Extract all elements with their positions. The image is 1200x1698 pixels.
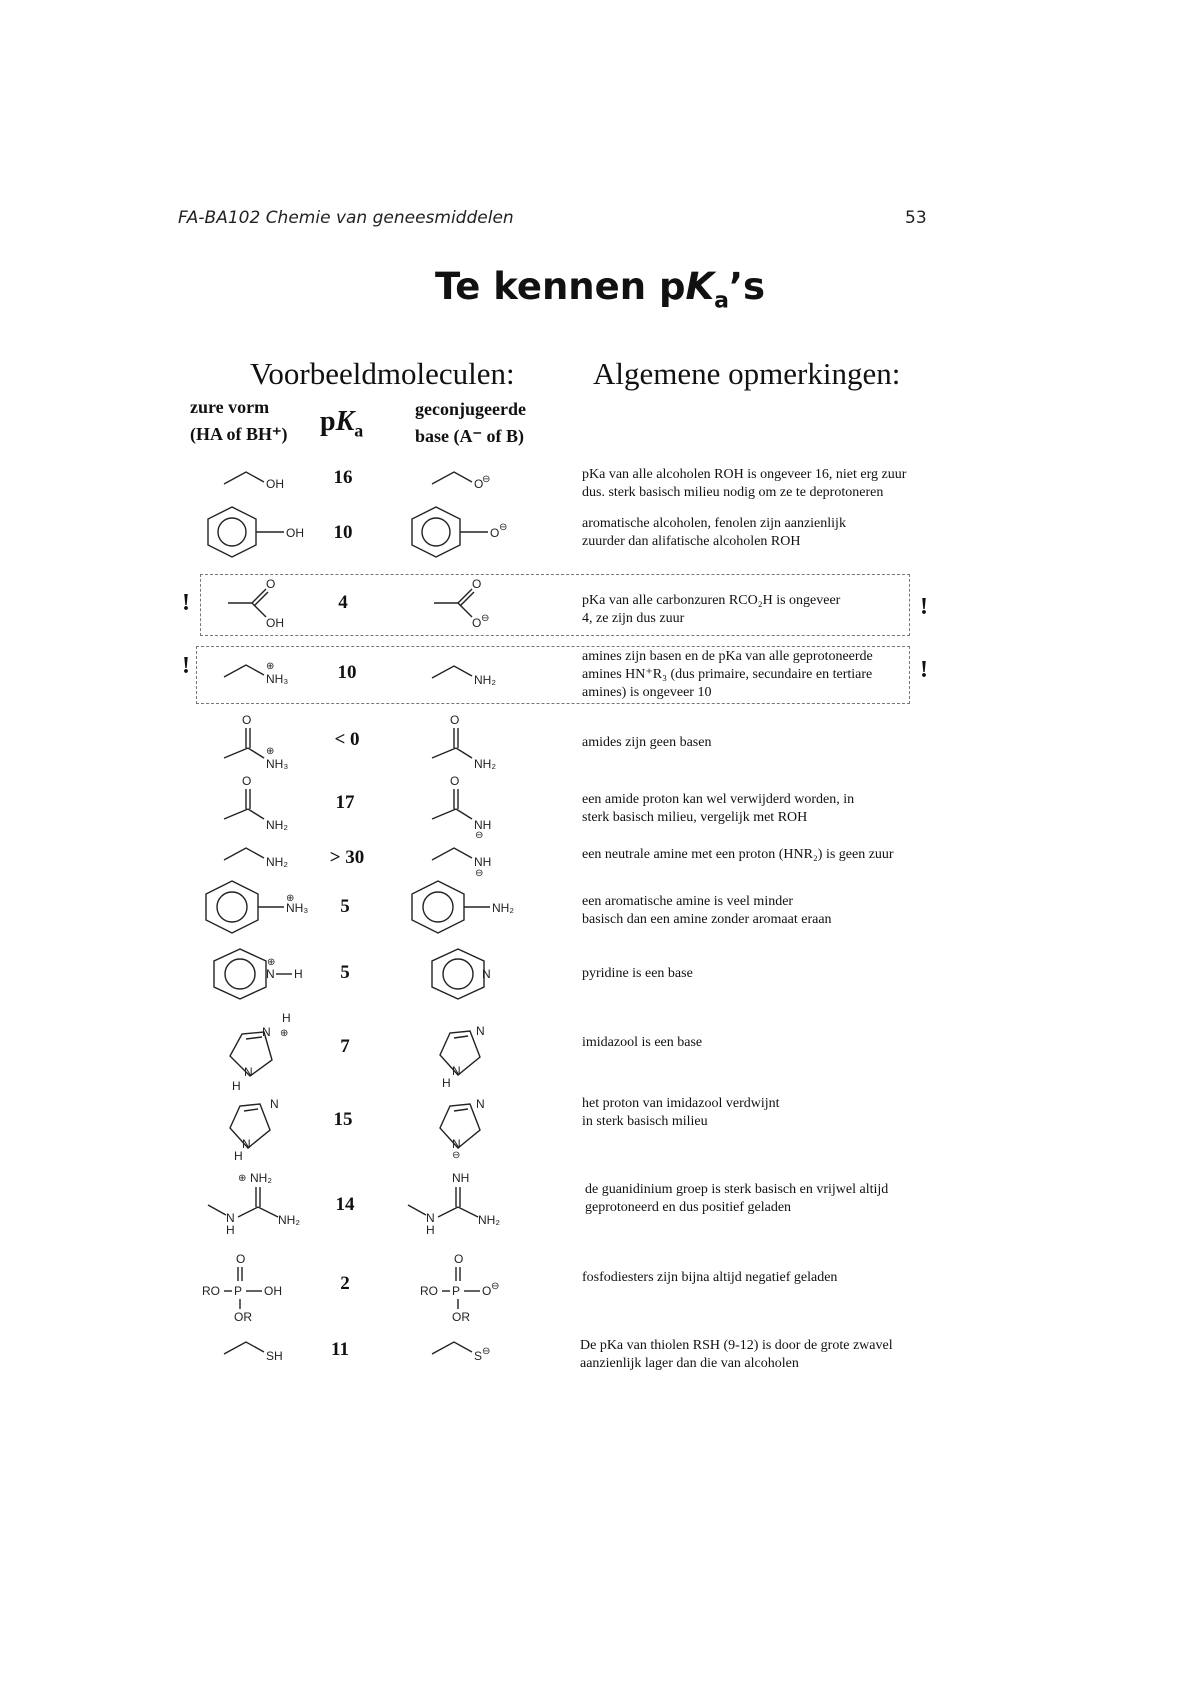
atom-label: NH₃ [266, 757, 289, 771]
guanidinium-structure [204, 1167, 314, 1239]
pka-heading-a: a [354, 420, 364, 441]
atom-label: N [226, 1211, 235, 1225]
pyridine-structure [428, 945, 508, 1003]
remark-line: fosfodiesters zijn bijna altijd negatief geladen [582, 1270, 838, 1285]
aniline-structure [408, 879, 528, 935]
exclamation-mark: ! [182, 653, 190, 679]
ethanol-structure [220, 462, 300, 492]
remark-line: aanzienlijk lager dan die van alcoholen [580, 1356, 799, 1371]
charge-label: ⊖ [491, 1281, 500, 1292]
remark-line: zuurder dan alifatische alcoholen ROH [582, 534, 801, 549]
remark-line: 4, ze zijn dus zuur [582, 611, 685, 626]
atom-label: OH [286, 526, 304, 540]
atom-label: N [270, 1097, 279, 1111]
atom-label: NH₂ [474, 673, 496, 687]
remark [582, 791, 952, 827]
atom-label: NH₂ [492, 901, 514, 915]
acid-column-heading [190, 394, 288, 448]
pka-value: 5 [340, 962, 350, 983]
phosphodiester-acid-structure [200, 1249, 310, 1325]
title-k: K [685, 265, 715, 308]
remark-line: geprotoneerd en dus positief geladen [585, 1200, 792, 1215]
pka-value: 15 [333, 1109, 353, 1130]
atom-label: H [442, 1076, 451, 1090]
atom-label: NH₂ [266, 855, 288, 869]
pyridinium-structure [210, 945, 320, 1003]
atom-label: NH [452, 1171, 470, 1185]
atom-label: H [226, 1223, 235, 1237]
remark-line: pKa van alle carbonzuren RCO₂H is ongeveer [582, 593, 841, 608]
atom-label: NH₂ [478, 1213, 500, 1227]
atom-label: N [266, 967, 275, 981]
atom-label: H [234, 1149, 243, 1163]
atom-label: N [262, 1025, 271, 1039]
ethanethiol-structure [220, 1336, 300, 1368]
atom-label: N [242, 1137, 251, 1151]
remark-line: pyridine is een base [582, 966, 693, 981]
remark-line: De pKa van thiolen RSH (9-12) is door de grote zwavel [580, 1338, 893, 1353]
atom-label: RO [420, 1284, 438, 1298]
remark-line: het proton van imidazool verdwijnt [582, 1096, 780, 1111]
atom-label: O [242, 774, 252, 788]
atom-label: NH [474, 855, 492, 869]
atom-label: NH₂ [266, 818, 288, 832]
anilinium-structure [202, 879, 322, 935]
atom-label: NH₃ [286, 901, 309, 915]
pka-value: 16 [333, 467, 353, 488]
atom-label: N [482, 967, 491, 981]
charge-label: ⊖ [481, 613, 490, 624]
remark-line: een neutrale amine met een proton (HNR₂) is geen zuur [582, 847, 894, 862]
ethylammonium-structure [220, 655, 310, 691]
pka-heading-k: K [335, 406, 355, 437]
remark [582, 592, 952, 628]
atom-label: H [232, 1079, 241, 1093]
exclamation-mark: ! [920, 657, 928, 683]
atom-label: O [472, 577, 482, 591]
charge-label: ⊖ [475, 868, 484, 879]
atom-label: RO [202, 1284, 220, 1298]
charge-label: ⊕ [266, 661, 275, 672]
base-column-heading [415, 396, 526, 450]
imidazole-structure [436, 1015, 506, 1091]
remark-line: pKa van alle alcoholen ROH is ongeveer 16, niet erg zuur [582, 467, 907, 482]
remark [582, 846, 952, 864]
ethoxide-structure [428, 462, 508, 492]
pka-value: 10 [337, 662, 357, 683]
atom-label: P [452, 1284, 461, 1298]
atom-label: OR [452, 1310, 470, 1324]
atom-label: OH [264, 1284, 282, 1298]
atom-label: OR [234, 1310, 252, 1324]
running-header: FA-BA102 Chemie van geneesmiddelen [178, 208, 514, 228]
base-heading-line1: geconjugeerde [415, 399, 526, 419]
protonated-acetamide-structure [220, 712, 310, 774]
atom-label: O [242, 713, 252, 727]
pka-value: 4 [338, 592, 348, 613]
phosphodiester-anion-structure [418, 1249, 528, 1325]
atom-label: NH₂ [474, 757, 496, 771]
atom-label: O [482, 1284, 492, 1298]
remark-line: imidazool is een base [582, 1035, 703, 1050]
remark-line: in sterk basisch milieu [582, 1114, 708, 1129]
atom-label: O [472, 616, 482, 630]
amide-anion-structure [428, 773, 518, 839]
phenol-structure [204, 505, 314, 561]
thiolate-structure [428, 1336, 508, 1368]
charge-label: ⊖ [452, 1150, 461, 1161]
charge-label: ⊖ [482, 1346, 491, 1357]
atom-label: H [282, 1011, 291, 1025]
atom-label: NH [474, 818, 492, 832]
atom-label: O [450, 774, 460, 788]
atom-label: OH [266, 477, 284, 491]
atom-label: N [476, 1024, 485, 1038]
exclamation-mark: ! [182, 590, 190, 616]
atom-label: SH [266, 1349, 283, 1363]
charge-label: ⊖ [482, 474, 491, 485]
remark [582, 1269, 952, 1287]
remark [582, 734, 952, 752]
remark [582, 1034, 952, 1052]
atom-label: NH₃ [266, 672, 289, 686]
remark [585, 1181, 955, 1217]
page-number: 53 [905, 208, 927, 228]
acetamide-structure [428, 712, 518, 774]
exclamation-mark: ! [920, 594, 928, 620]
atom-label: NH₂ [278, 1213, 300, 1227]
remark-line: amines HN⁺R₃ (dus primaire, secundaire en tertiare [582, 667, 873, 682]
charge-label: ⊖ [475, 830, 484, 841]
remark-line: de guanidinium groep is sterk basisch en vrijwel altijd [585, 1182, 889, 1197]
acetate-structure [428, 575, 508, 631]
atom-label: P [234, 1284, 243, 1298]
remark-line: een aromatische amine is veel minder [582, 894, 794, 909]
title-sub: a [714, 288, 729, 314]
remark [582, 466, 952, 502]
remark-line: amides zijn geen basen [582, 735, 712, 750]
phenolate-structure [408, 505, 518, 561]
remark [582, 515, 952, 551]
remark [582, 965, 952, 983]
atom-label: O [236, 1252, 246, 1266]
imidazolium-structure [224, 1010, 304, 1092]
charge-label: ⊕ [280, 1028, 289, 1039]
pka-value: > 30 [329, 847, 365, 868]
atom-label: NH₂ [250, 1171, 272, 1185]
pka-value: 17 [335, 792, 355, 813]
title-post: ’s [728, 265, 766, 308]
remark [582, 648, 952, 702]
section-right-heading: Algemene opmerkingen: [593, 356, 901, 391]
imidazole-structure [226, 1088, 296, 1164]
atom-label: N [452, 1064, 461, 1078]
remark-line: dus. sterk basisch milieu nodig om ze te deprotoneren [582, 485, 884, 500]
atom-label: N [244, 1065, 253, 1079]
remark [582, 893, 952, 929]
section-left-heading: Voorbeeldmoleculen: [250, 356, 515, 391]
pka-value: 7 [340, 1036, 350, 1057]
acetamide-structure [220, 773, 310, 835]
remark-line: basisch dan een amine zonder aromaat eraan [582, 912, 832, 927]
pka-value: 2 [340, 1273, 350, 1294]
charge-label: ⊕ [286, 893, 295, 904]
remark-line: aromatische alcoholen, fenolen zijn aanzienlijk [582, 516, 846, 531]
remark-line: sterk basisch milieu, vergelijk met ROH [582, 810, 808, 825]
pka-heading-p: p [320, 406, 336, 437]
atom-label: O [474, 477, 484, 491]
atom-label: H [294, 967, 303, 981]
ethylamine-structure [428, 658, 518, 692]
remark [582, 1095, 952, 1131]
atom-label: O [450, 713, 460, 727]
atom-label: S [474, 1349, 483, 1363]
acid-heading-line2: (HA of BH⁺) [190, 424, 288, 444]
remark-line: een amide proton kan wel verwijderd worden, in [582, 792, 855, 807]
charge-label: ⊖ [499, 522, 508, 533]
atom-label: H [426, 1223, 435, 1237]
pka-value: 10 [333, 522, 353, 543]
acid-heading-line1: zure vorm [190, 397, 270, 417]
remark [580, 1337, 950, 1373]
pka-column-heading [320, 406, 363, 442]
pka-value: < 0 [334, 729, 360, 750]
remark-line: amines zijn basen en de pKa van alle geprotoneerde [582, 649, 873, 664]
pka-value: 14 [335, 1194, 355, 1215]
atom-label: O [490, 526, 500, 540]
pka-value: 11 [331, 1339, 349, 1360]
atom-label: O [266, 577, 276, 591]
charge-label: ⊕ [267, 957, 276, 968]
atom-label: O [454, 1252, 464, 1266]
charge-label: ⊕ [238, 1173, 247, 1184]
atom-label: OH [266, 616, 284, 630]
ethylamine-structure [220, 842, 310, 874]
guanidine-structure [404, 1167, 514, 1239]
atom-label: N [426, 1211, 435, 1225]
pka-value: 5 [340, 896, 350, 917]
base-heading-line2: base (A⁻ of B) [415, 426, 524, 446]
acetic-acid-structure [222, 575, 302, 631]
imidazolide-structure [436, 1088, 506, 1164]
atom-label: N [476, 1097, 485, 1111]
remark-line: amines) is ongeveer 10 [582, 685, 712, 700]
ethylamide-anion-structure [428, 842, 518, 878]
title-pre: Te kennen p [434, 265, 686, 308]
charge-label: ⊕ [266, 746, 275, 757]
page-title [0, 265, 1200, 313]
atom-label: N [452, 1137, 461, 1151]
